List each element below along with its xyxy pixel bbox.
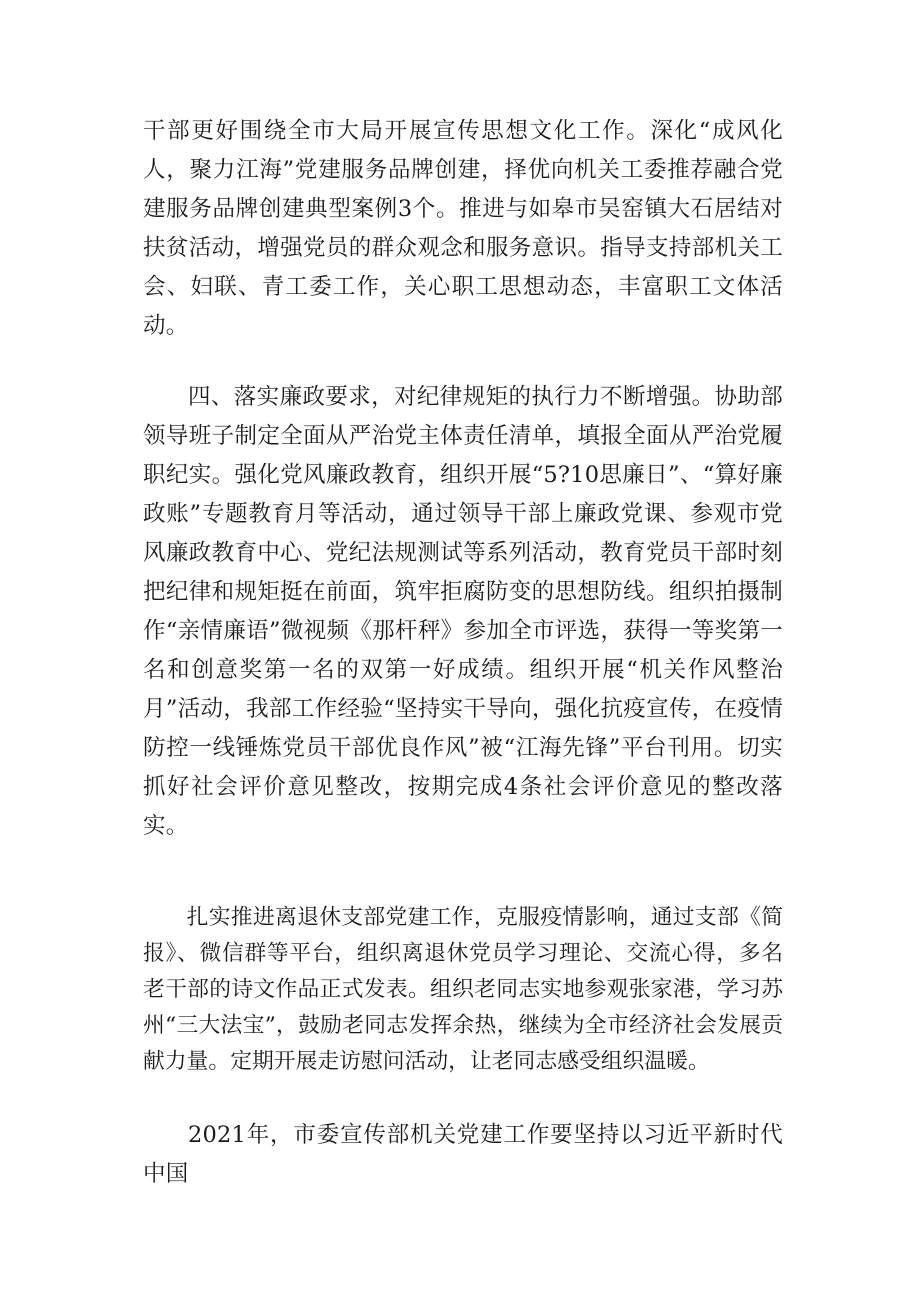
paragraph-4: 2021年，市委宣传部机关党建工作要坚持以习近平新时代中国 <box>143 1122 783 1187</box>
paragraph-1: 干部更好围绕全市大局开展宣传思想文化工作。深化“成风化人，聚力江海”党建服务品牌创建，择优向机关工委推荐融合党建服务品牌创建典型案例3个。推进与如皋市吴窑镇大石居结对扶贫活动，增强党员的群众观念和服务意识。指导支持部机关工会、妇联、青工委工作，关心职工思想动态，丰富职工文体活动。 <box>143 118 783 339</box>
paragraph-3: 扎实推进离退休支部党建工作，克服疫情影响，通过支部《简报》、微信群等平台，组织离退休党员学习理论、交流心得，多名老干部的诗文作品正式发表。组织老同志实地参观张家港，学习苏州“三大法宝”，鼓励老同志发挥余热，继续为全市经济社会发展贡献力量。定期开展走访慰问活动，让老同志感受组织温暖。 <box>143 905 783 1074</box>
paragraph-2: 四、落实廉政要求，对纪律规矩的执行力不断增强。协助部领导班子制定全面从严治党主体责任清单，填报全面从严治党履职纪实。强化党风廉政教育，组织开展“5?10思廉日”、“算好廉政账”专题教育月等活动，通过领导干部上廉政党课、参观市党风廉政教育中心、党纪法规测试等系列活动，教育党员干部时刻把纪律和规矩挺在前面，筑牢拒腐防变的思想防线。组织拍摄制作“亲情廉语”微视频《那杆秤》参加全市评选，获得一等奖第一名和创意奖第一名的双第一好成绩。组织开展“机关作风整治月”活动，我部工作经验“坚持实干导向，强化抗疫宣传，在疫情防控一线锤炼党员干部优良作风”被“江海先锋”平台刊用。切实抓好社会评价意见整改，按期完成4条社会评价意见的整改落实。 <box>143 384 783 839</box>
